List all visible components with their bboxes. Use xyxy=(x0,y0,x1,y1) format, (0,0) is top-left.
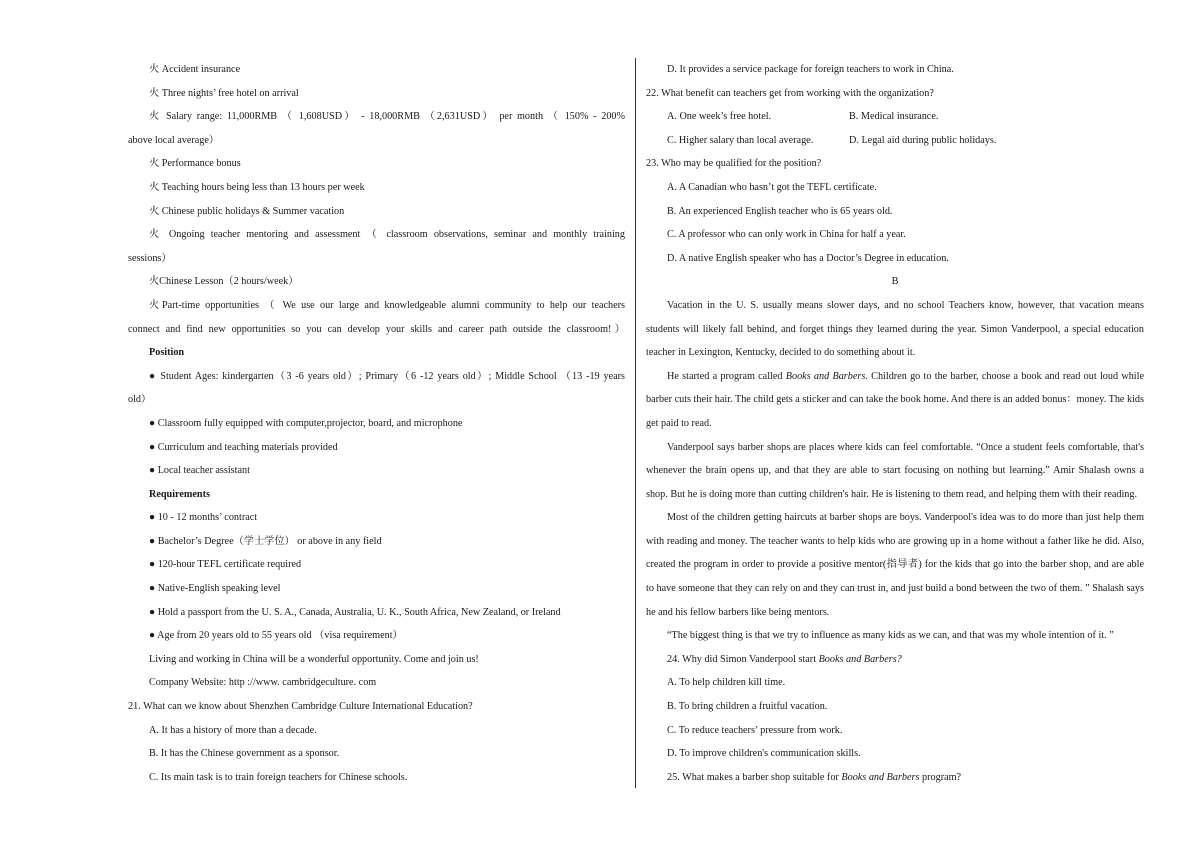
company-website: Company Website: http ://www. cambridgeculture. com xyxy=(149,677,377,689)
q25-stem: 25. What makes a barber shop suitable for xyxy=(667,771,842,783)
benefit-part-time: 火Part-time opportunities （ We use our large and knowledgeable alumni community to help our teachers xyxy=(149,299,625,311)
question-24 xyxy=(646,648,1144,672)
q24-option-b: B. To bring children a fruitful vacation. xyxy=(667,701,828,713)
q22-option-b: B. Medical insurance. xyxy=(849,111,939,123)
passage-p2-line-2: barber cuts their hair. The child gets a sticker and can take the book home. And there is an added bonus：money. The kids xyxy=(646,394,1144,406)
passage-p4-line-4: to have someone that they can rely on and they can trust in, and just build a bond between the two of them. ” Shalash says xyxy=(646,583,1144,595)
passage-p5: “The biggest thing is that we try to influence as many kids as we can, and that was my whole intention of it. ” xyxy=(667,630,1114,642)
q23-option-c: C. A professor who can only work in China for half a year. xyxy=(667,229,906,241)
q23-option-b: B. An experienced English teacher who is 65 years old. xyxy=(667,205,893,217)
passage-p3-line-3: shop. But he is doing more than cutting children's hair. He is listening to them read, and helping them with their reading. xyxy=(646,488,1138,500)
passage-p3-line-1: Vanderpool says barber shops are places where kids can feel comfortable. “Once a student feels comfortable, that's xyxy=(667,441,1144,453)
requirement-passport: ● Hold a passport from the U. S. A., Canada, Australia, U. K., South Africa, New Zealand, or Ireland xyxy=(149,606,561,618)
q24-program-title: Books and Barbers? xyxy=(818,653,902,665)
q21-option-a: A. It has a history of more than a decade. xyxy=(149,724,317,736)
section-label: B xyxy=(891,276,899,288)
requirement-degree: ● Bachelor’s Degree（学士学位） or above in any field xyxy=(149,535,382,547)
q22-option-a: A. One week’s free hotel. xyxy=(667,111,772,123)
benefit-mentoring-cont: sessions） xyxy=(128,252,172,264)
q22-option-c: C. Higher salary than local average. xyxy=(667,134,814,146)
passage-p2-line-3: get paid to read. xyxy=(646,417,712,429)
closing-text: Living and working in China will be a wonderful opportunity. Come and join us! xyxy=(149,653,479,665)
benefit-salary-range-cont: above local average） xyxy=(128,134,220,146)
requirement-age: ● Age from 20 years old to 55 years old （visa requirement） xyxy=(149,630,403,642)
passage-p4-line-3: created the program in order to provide a positive mentor(指导者) for the kids that go into the barber shop, and are able xyxy=(646,559,1144,571)
q21-option-d: D. It provides a service package for foreign teachers to work in China. xyxy=(667,64,954,75)
position-classroom: ● Classroom fully equipped with computer,projector, board, and microphone xyxy=(149,417,463,429)
benefit-free-hotel: 火 Three nights’ free hotel on arrival xyxy=(149,87,299,99)
passage-p2-line-1 xyxy=(646,365,1144,389)
q22-options-row-1 xyxy=(646,105,1144,129)
passage-p1-line-2: students will likely fall behind, and forget things they learned during the year. Simon Vanderpool, a special education xyxy=(646,323,1144,335)
position-assistant: ● Local teacher assistant xyxy=(149,465,250,477)
benefit-part-time-cont: connect and find new opportunities so you can develop your skills and career path outside the classroom!） xyxy=(128,323,625,335)
q25-stem-end: program? xyxy=(919,771,962,783)
requirements-heading: Requirements xyxy=(149,488,210,500)
p2-rest: . Children go to the barber, choose a book and read out loud while xyxy=(865,370,1144,382)
left-column xyxy=(128,58,625,789)
q24-stem: 24. Why did Simon Vanderpool start xyxy=(667,653,819,665)
q22-option-d: D. Legal aid during public holidays. xyxy=(849,134,997,146)
benefit-accident-insurance: 火 Accident insurance xyxy=(149,64,241,75)
question-22: 22. What benefit can teachers get from working with the organization? xyxy=(646,87,934,99)
passage-p4-line-1: Most of the children getting haircuts at barber shops are boys. Vanderpool's idea was to do more than just help them xyxy=(667,512,1144,524)
requirement-tefl: ● 120-hour TEFL certificate required xyxy=(149,559,302,571)
q21-option-b: B. It has the Chinese government as a sponsor. xyxy=(149,748,340,760)
benefit-mentoring: 火 Ongoing teacher mentoring and assessment （ classroom observations, seminar and monthly training xyxy=(149,229,625,241)
q24-option-c: C. To reduce teachers’ pressure from work. xyxy=(667,724,843,736)
p2-start: He started a program called xyxy=(667,370,786,382)
question-23: 23. Who may be qualified for the position? xyxy=(646,158,822,170)
passage-p4-line-2: with reading and money. The teacher wants to help kids who are growing up in a home without a father like he did. Also, xyxy=(646,535,1144,547)
passage-p4-line-5: he and his fellow barbers like being mentors. xyxy=(646,606,830,618)
benefit-performance-bonus: 火 Performance bonus xyxy=(149,158,241,170)
q24-option-d: D. To improve children's communication skills. xyxy=(667,748,861,760)
q23-option-d: D. A native English speaker who has a Doctor’s Degree in education. xyxy=(667,252,949,264)
passage-p1-line-3: teacher in Lexington, Kentucky, decided to do something about it. xyxy=(646,347,916,359)
position-student-ages: ● Student Ages: kindergarten（3 -6 years old）; Primary（6 -12 years old）; Middle School （13 -19 years xyxy=(149,370,625,382)
position-heading: Position xyxy=(149,347,185,359)
benefit-salary-range: 火 Salary range: 11,000RMB （ 1,608USD） - 18,000RMB （2,631USD） per month （ 150% - 200% xyxy=(149,111,625,123)
question-25 xyxy=(646,766,1144,790)
question-21: 21. What can we know about Shenzhen Cambridge Culture International Education? xyxy=(128,701,473,713)
q23-option-a: A. A Canadian who hasn’t got the TEFL certificate. xyxy=(667,181,877,193)
p2-program-title: Books and Barbers xyxy=(785,370,866,382)
benefit-teaching-hours: 火 Teaching hours being less than 13 hours per week xyxy=(149,181,365,193)
q21-option-c: C. Its main task is to train foreign teachers for Chinese schools. xyxy=(149,771,408,783)
passage-p1-line-1: Vacation in the U. S. usually means slower days, and no school Teachers know, however, that vacation means xyxy=(667,299,1144,311)
column-divider xyxy=(635,58,636,788)
benefit-chinese-lesson: 火Chinese Lesson（2 hours/week） xyxy=(149,276,299,288)
right-column xyxy=(646,58,1144,789)
position-student-ages-cont: old） xyxy=(128,394,152,406)
requirement-native-english: ● Native-English speaking level xyxy=(149,583,281,595)
requirement-contract: ● 10 - 12 months’ contract xyxy=(149,512,258,524)
benefit-holidays: 火 Chinese public holidays & Summer vacation xyxy=(149,205,345,217)
passage-p3-line-2: whenever the brain opens up, and that they are able to start focusing on nothing but learning.” Amir Shalash owns a xyxy=(646,465,1144,477)
q25-program-title: Books and Barbers xyxy=(841,771,920,783)
q24-option-a: A. To help children kill time. xyxy=(667,677,786,689)
q22-options-row-2 xyxy=(646,129,1144,153)
position-curriculum: ● Curriculum and teaching materials provided xyxy=(149,441,338,453)
